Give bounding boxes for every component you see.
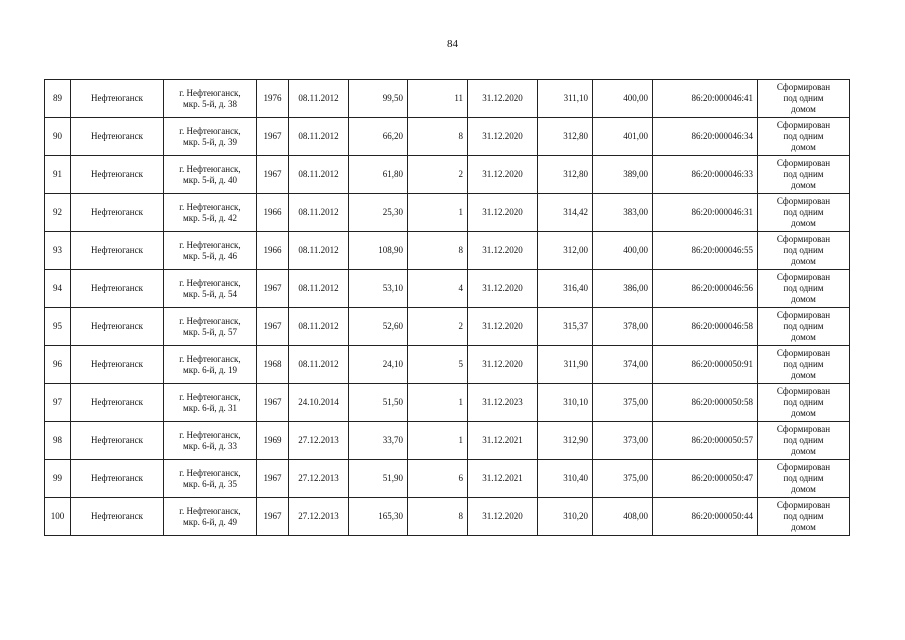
row-number-cell: 96 [45,346,71,384]
date-cell: 08.11.2012 [289,232,349,270]
deadline-cell: 31.12.2020 [468,80,538,118]
cadastral-number-cell: 86:20:000046:55 [653,232,758,270]
address-line: мкр. 6-й, д. 19 [183,364,237,375]
date-cell: 08.11.2012 [289,270,349,308]
row-number-cell: 94 [45,270,71,308]
area-cell: 53,10 [349,270,408,308]
address-line: г. Нефтеюганск, [179,391,241,402]
address-cell [164,384,257,422]
status-line: домом [791,408,816,418]
table-row [45,460,850,498]
status-cell [758,346,850,384]
value-cell-2: 408,00 [593,498,653,536]
cadastral-number-cell: 86:20:000046:56 [653,270,758,308]
address-cell [164,80,257,118]
status-line: под одним [783,511,824,521]
value-cell-2: 375,00 [593,384,653,422]
city-cell: Нефтеюганск [71,384,164,422]
table-row [45,118,850,156]
value-cell-2: 389,00 [593,156,653,194]
address-cell [164,308,257,346]
build-year-cell: 1976 [257,80,289,118]
deadline-cell: 31.12.2020 [468,232,538,270]
row-number-cell: 95 [45,308,71,346]
date-cell: 08.11.2012 [289,80,349,118]
status-line: под одним [783,435,824,445]
city-cell: Нефтеюганск [71,308,164,346]
area-cell: 61,80 [349,156,408,194]
address-line: мкр. 6-й, д. 35 [183,478,237,489]
value-cell-1: 314,42 [538,194,593,232]
area-cell: 51,90 [349,460,408,498]
address-line: г. Нефтеюганск, [179,201,241,212]
area-cell: 52,60 [349,308,408,346]
table-row [45,422,850,460]
date-cell: 08.11.2012 [289,346,349,384]
address-cell [164,232,257,270]
address-line: мкр. 5-й, д. 40 [183,174,237,185]
date-cell: 24.10.2014 [289,384,349,422]
area-cell: 108,90 [349,232,408,270]
count-cell: 1 [408,194,468,232]
status-line: Сформирован [776,158,831,168]
status-line: домом [791,180,816,190]
value-cell-1: 310,40 [538,460,593,498]
table-row [45,270,850,308]
city-cell: Нефтеюганск [71,156,164,194]
city-cell: Нефтеюганск [71,118,164,156]
status-cell [758,118,850,156]
value-cell-1: 310,20 [538,498,593,536]
address-line: мкр. 5-й, д. 39 [183,136,237,147]
city-cell: Нефтеюганск [71,194,164,232]
deadline-cell: 31.12.2020 [468,156,538,194]
address-line: мкр. 5-й, д. 57 [183,326,237,337]
date-cell: 08.11.2012 [289,308,349,346]
status-line: домом [791,332,816,342]
value-cell-1: 311,90 [538,346,593,384]
status-cell [758,194,850,232]
deadline-cell: 31.12.2020 [468,194,538,232]
build-year-cell: 1966 [257,194,289,232]
build-year-cell: 1967 [257,156,289,194]
value-cell-2: 400,00 [593,80,653,118]
status-cell [758,422,850,460]
value-cell-2: 375,00 [593,460,653,498]
address-line: мкр. 5-й, д. 38 [183,98,237,109]
cadastral-number-cell: 86:20:000046:33 [653,156,758,194]
count-cell: 11 [408,80,468,118]
value-cell-1: 312,80 [538,156,593,194]
row-number-cell: 100 [45,498,71,536]
address-line: г. Нефтеюганск, [179,315,241,326]
table-row [45,384,850,422]
address-line: г. Нефтеюганск, [179,467,241,478]
value-cell-1: 310,10 [538,384,593,422]
status-line: под одним [783,131,824,141]
deadline-cell: 31.12.2020 [468,270,538,308]
address-cell [164,346,257,384]
date-cell: 27.12.2013 [289,460,349,498]
housing-registry-table [44,79,850,536]
value-cell-2: 386,00 [593,270,653,308]
city-cell: Нефтеюганск [71,498,164,536]
deadline-cell: 31.12.2021 [468,422,538,460]
date-cell: 27.12.2013 [289,498,349,536]
row-number-cell: 93 [45,232,71,270]
status-line: Сформирован [776,500,831,510]
value-cell-2: 378,00 [593,308,653,346]
address-line: г. Нефтеюганск, [179,87,241,98]
status-line: под одним [783,397,824,407]
build-year-cell: 1967 [257,308,289,346]
date-cell: 08.11.2012 [289,194,349,232]
count-cell: 8 [408,498,468,536]
count-cell: 2 [408,308,468,346]
row-number-cell: 97 [45,384,71,422]
value-cell-2: 401,00 [593,118,653,156]
status-line: Сформирован [776,234,831,244]
cadastral-number-cell: 86:20:000046:34 [653,118,758,156]
cadastral-number-cell: 86:20:000046:31 [653,194,758,232]
status-line: Сформирован [776,348,831,358]
cadastral-number-cell: 86:20:000050:44 [653,498,758,536]
date-cell: 08.11.2012 [289,118,349,156]
address-cell [164,498,257,536]
address-line: г. Нефтеюганск, [179,353,241,364]
build-year-cell: 1969 [257,422,289,460]
city-cell: Нефтеюганск [71,270,164,308]
count-cell: 8 [408,118,468,156]
deadline-cell: 31.12.2020 [468,118,538,156]
row-number-cell: 98 [45,422,71,460]
status-line: домом [791,104,816,114]
value-cell-1: 312,90 [538,422,593,460]
value-cell-2: 383,00 [593,194,653,232]
status-line: под одним [783,245,824,255]
row-number-cell: 99 [45,460,71,498]
status-line: домом [791,446,816,456]
area-cell: 24,10 [349,346,408,384]
status-cell [758,156,850,194]
date-cell: 27.12.2013 [289,422,349,460]
table-row [45,232,850,270]
address-line: мкр. 6-й, д. 33 [183,440,237,451]
address-line: г. Нефтеюганск, [179,239,241,250]
row-number-cell: 89 [45,80,71,118]
build-year-cell: 1967 [257,384,289,422]
table-row [45,498,850,536]
status-line: под одним [783,93,824,103]
status-line: домом [791,218,816,228]
table-row [45,308,850,346]
address-cell [164,156,257,194]
address-line: мкр. 6-й, д. 31 [183,402,237,413]
city-cell: Нефтеюганск [71,460,164,498]
status-line: Сформирован [776,310,831,320]
address-cell [164,118,257,156]
cadastral-number-cell: 86:20:000050:58 [653,384,758,422]
area-cell: 51,50 [349,384,408,422]
value-cell-2: 373,00 [593,422,653,460]
table-row [45,346,850,384]
deadline-cell: 31.12.2021 [468,460,538,498]
area-cell: 165,30 [349,498,408,536]
deadline-cell: 31.12.2020 [468,308,538,346]
status-line: под одним [783,321,824,331]
date-cell: 08.11.2012 [289,156,349,194]
cadastral-number-cell: 86:20:000046:58 [653,308,758,346]
count-cell: 1 [408,422,468,460]
build-year-cell: 1968 [257,346,289,384]
count-cell: 2 [408,156,468,194]
city-cell: Нефтеюганск [71,346,164,384]
deadline-cell: 31.12.2020 [468,498,538,536]
city-cell: Нефтеюганск [71,422,164,460]
table-row [45,156,850,194]
value-cell-1: 311,10 [538,80,593,118]
status-line: домом [791,256,816,266]
count-cell: 6 [408,460,468,498]
area-cell: 99,50 [349,80,408,118]
build-year-cell: 1966 [257,232,289,270]
value-cell-1: 316,40 [538,270,593,308]
status-cell [758,270,850,308]
value-cell-2: 374,00 [593,346,653,384]
value-cell-1: 312,00 [538,232,593,270]
count-cell: 8 [408,232,468,270]
status-cell [758,498,850,536]
address-cell [164,460,257,498]
status-line: домом [791,142,816,152]
cadastral-number-cell: 86:20:000046:41 [653,80,758,118]
status-line: под одним [783,283,824,293]
address-cell [164,194,257,232]
status-line: Сформирован [776,196,831,206]
address-line: мкр. 5-й, д. 54 [183,288,237,299]
address-cell [164,422,257,460]
address-line: мкр. 5-й, д. 46 [183,250,237,261]
cadastral-number-cell: 86:20:000050:47 [653,460,758,498]
cadastral-number-cell: 86:20:000050:91 [653,346,758,384]
row-number-cell: 90 [45,118,71,156]
status-cell [758,460,850,498]
status-line: домом [791,294,816,304]
value-cell-1: 315,37 [538,308,593,346]
status-cell [758,308,850,346]
status-cell [758,80,850,118]
status-line: под одним [783,359,824,369]
deadline-cell: 31.12.2023 [468,384,538,422]
deadline-cell: 31.12.2020 [468,346,538,384]
value-cell-2: 400,00 [593,232,653,270]
build-year-cell: 1967 [257,460,289,498]
address-line: г. Нефтеюганск, [179,429,241,440]
table-row [45,194,850,232]
table-row [45,80,850,118]
status-line: Сформирован [776,120,831,130]
status-line: домом [791,370,816,380]
address-line: мкр. 5-й, д. 42 [183,212,237,223]
status-line: под одним [783,473,824,483]
count-cell: 4 [408,270,468,308]
count-cell: 1 [408,384,468,422]
status-line: домом [791,484,816,494]
area-cell: 25,30 [349,194,408,232]
status-cell [758,384,850,422]
page-number: 84 [447,38,458,50]
address-line: г. Нефтеюганск, [179,505,241,516]
build-year-cell: 1967 [257,118,289,156]
status-line: Сформирован [776,424,831,434]
status-line: Сформирован [776,386,831,396]
status-line: Сформирован [776,272,831,282]
status-line: под одним [783,169,824,179]
area-cell: 33,70 [349,422,408,460]
build-year-cell: 1967 [257,498,289,536]
count-cell: 5 [408,346,468,384]
build-year-cell: 1967 [257,270,289,308]
address-line: г. Нефтеюганск, [179,125,241,136]
status-line: Сформирован [776,82,831,92]
status-line: под одним [783,207,824,217]
city-cell: Нефтеюганск [71,232,164,270]
status-cell [758,232,850,270]
table-body [45,80,850,536]
status-line: Сформирован [776,462,831,472]
address-line: мкр. 6-й, д. 49 [183,516,237,527]
cadastral-number-cell: 86:20:000050:57 [653,422,758,460]
address-cell [164,270,257,308]
row-number-cell: 92 [45,194,71,232]
city-cell: Нефтеюганск [71,80,164,118]
status-line: домом [791,522,816,532]
value-cell-1: 312,80 [538,118,593,156]
address-line: г. Нефтеюганск, [179,163,241,174]
area-cell: 66,20 [349,118,408,156]
address-line: г. Нефтеюганск, [179,277,241,288]
row-number-cell: 91 [45,156,71,194]
